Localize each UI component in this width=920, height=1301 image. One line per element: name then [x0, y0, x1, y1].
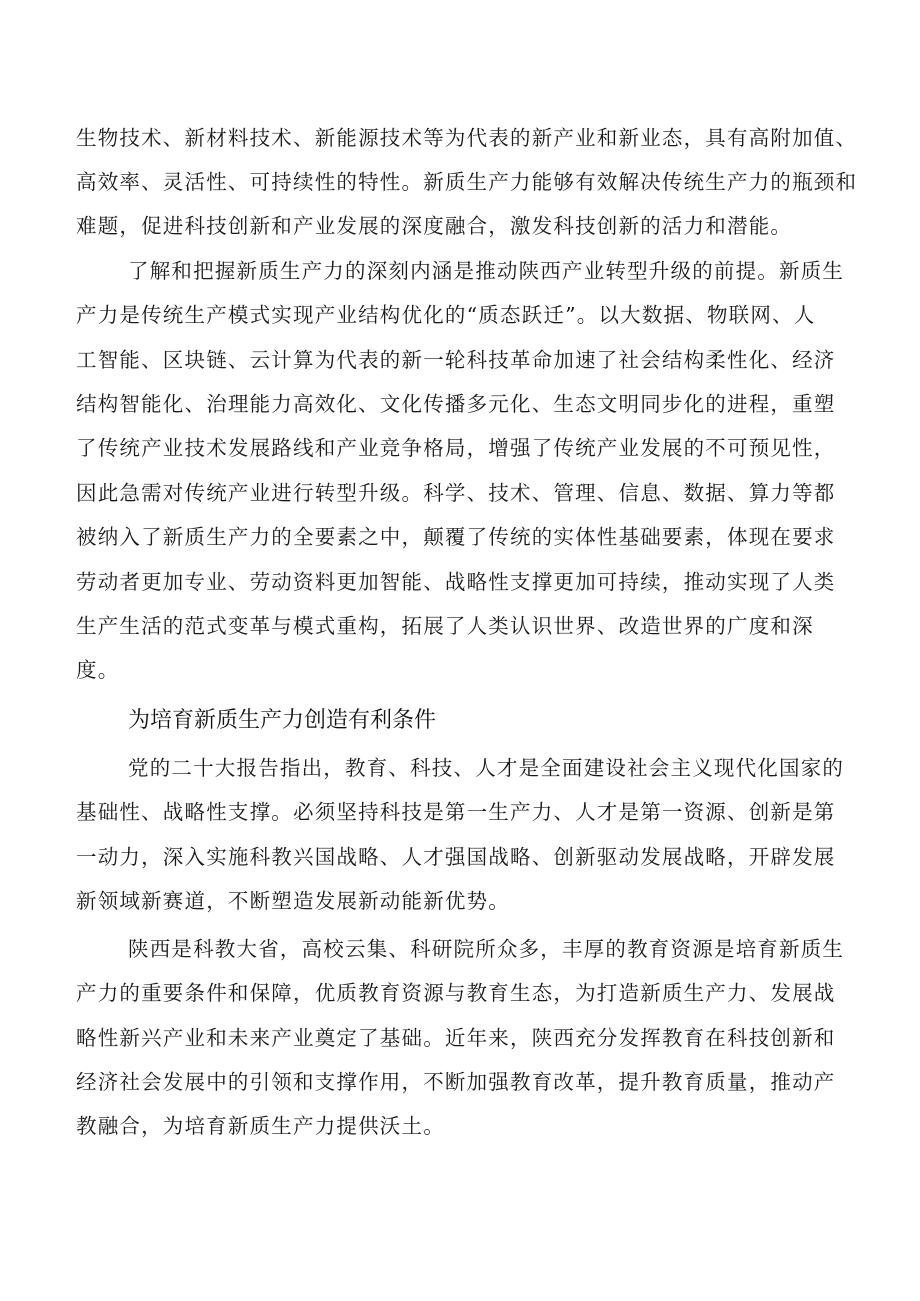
paragraph-line: 劳动者更加专业、劳动资料更加智能、战略性支撑更加可持续，推动实现了人类: [76, 570, 836, 594]
paragraph-line: 度。: [76, 658, 120, 682]
paragraph-line: 难题，促进科技创新和产业发展的深度融合，激发科技创新的活力和潜能。: [76, 214, 793, 238]
section-heading: 为培育新质生产力创造有利条件: [128, 708, 437, 733]
paragraph-line: 生产生活的范式变革与模式重构，拓展了人类认识世界、改造世界的广度和深: [76, 614, 814, 638]
paragraph-line: 被纳入了新质生产力的全要素之中，颠覆了传统的实体性基础要素，体现在要求: [76, 525, 836, 549]
paragraph-line: 了传统产业技术发展路线和产业竞争格局，增强了传统产业发展的不可预见性，: [76, 436, 836, 460]
paragraph-line: 新领域新赛道，不断塑造发展新动能新优势。: [76, 889, 510, 913]
paragraph-line: 产力是传统生产模式实现产业结构优化的“质态跃迁”。以大数据、物联网、人: [76, 303, 816, 327]
paragraph-line: 一动力，深入实施科教兴国战略、人才强国战略、创新驱动发展战略，开辟发展: [76, 845, 836, 869]
paragraph-line: 了解和把握新质生产力的深刻内涵是推动陕西产业转型升级的前提。新质生: [128, 259, 845, 283]
paragraph-line: 因此急需对传统产业进行转型升级。科学、技术、管理、信息、数据、算力等都: [76, 481, 836, 505]
paragraph-line: 高效率、灵活性、可持续性的特性。新质生产力能够有效解决传统生产力的瓶颈和: [76, 170, 858, 194]
paragraph-line: 党的二十大报告指出，教育、科技、人才是全面建设社会主义现代化国家的: [128, 756, 845, 780]
paragraph-line: 教融合，为培育新质生产力提供沃土。: [76, 1114, 445, 1138]
paragraph-line: 结构智能化、治理能力高效化、文化传播多元化、生态文明同步化的进程，重塑: [76, 392, 836, 416]
paragraph-line: 基础性、战略性支撑。必须坚持科技是第一生产力、人才是第一资源、创新是第: [76, 800, 836, 824]
paragraph-line: 产力的重要条件和保障，优质教育资源与教育生态，为打造新质生产力、发展战: [76, 981, 836, 1005]
paragraph-line: 陕西是科教大省，高校云集、科研院所众多，丰厚的教育资源是培育新质生: [128, 937, 845, 961]
paragraph-line: 生物技术、新材料技术、新能源技术等为代表的新产业和新业态，具有高附加值、: [76, 126, 858, 150]
paragraph-line: 略性新兴产业和未来产业奠定了基础。近年来，陕西充分发挥教育在科技创新和: [76, 1026, 836, 1050]
paragraph-line: 经济社会发展中的引领和支撑作用，不断加强教育改革，提升教育质量，推动产: [76, 1070, 836, 1094]
paragraph-line: 工智能、区块链、云计算为代表的新一轮科技革命加速了社会结构柔性化、经济: [76, 348, 836, 372]
